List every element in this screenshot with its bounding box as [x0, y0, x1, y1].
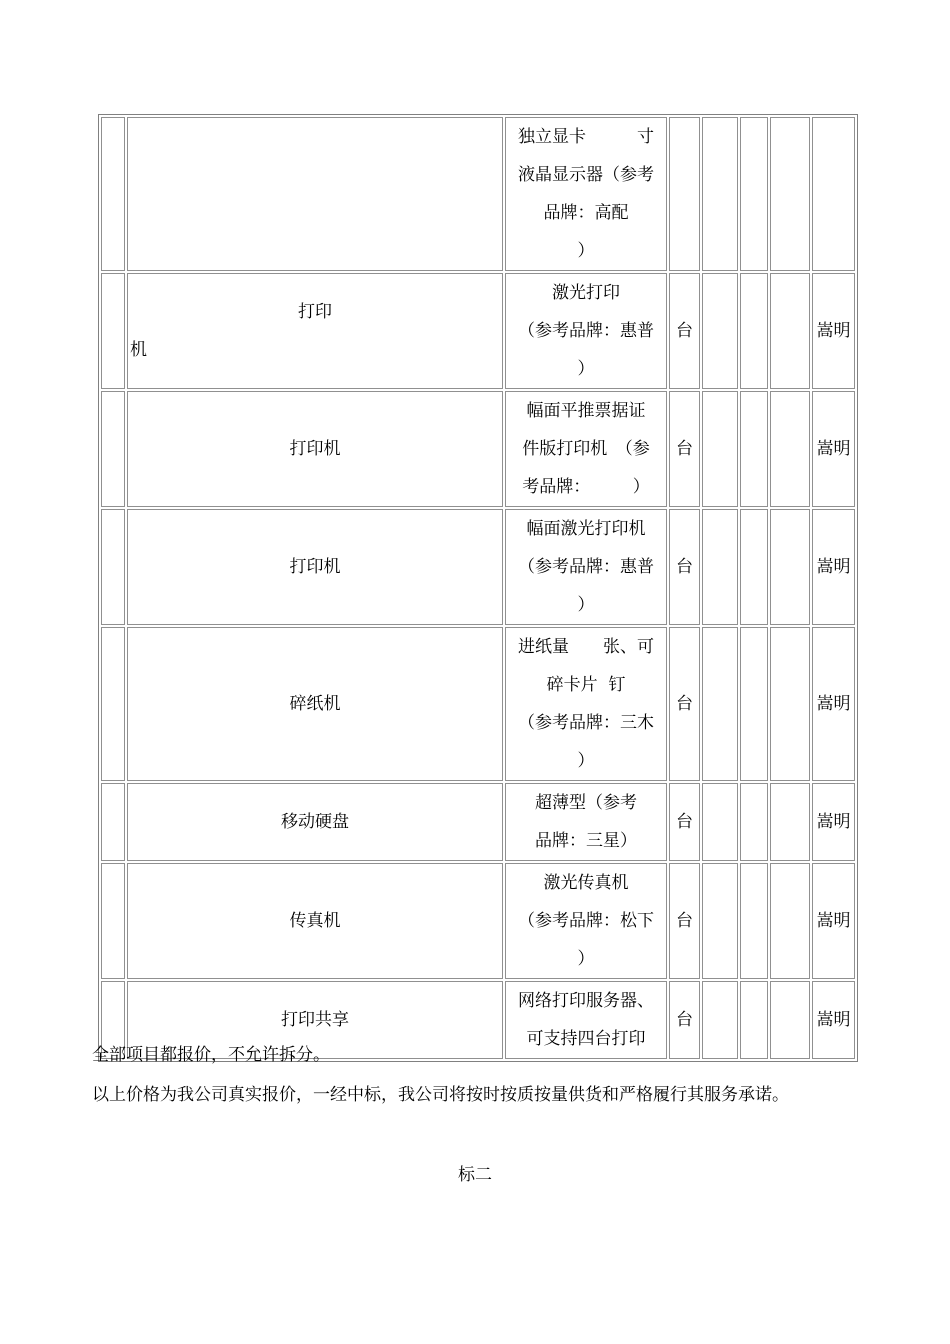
location-cell: 嵩明 — [812, 509, 855, 625]
spec-cell — [505, 117, 667, 271]
quantity-cell — [702, 863, 738, 979]
location-cell: 嵩明 — [812, 863, 855, 979]
amount-cell — [770, 391, 810, 507]
spec-line: 激光传真机 — [543, 873, 629, 893]
item-name-line: 机 — [130, 340, 147, 360]
index-cell — [101, 783, 125, 861]
price-cell — [740, 117, 768, 271]
spec-line: 品牌：高配 — [543, 203, 629, 223]
spec-line: ） — [577, 751, 595, 771]
index-cell — [101, 391, 125, 507]
spec-line: 品牌：三星） — [535, 831, 637, 851]
item-name-line: 打印 — [298, 302, 332, 322]
location-cell: 嵩明 — [812, 391, 855, 507]
table-row — [101, 627, 855, 781]
quantity-cell — [702, 391, 738, 507]
note-no-split: 全部项目都报价，不允许拆分。 — [92, 1045, 330, 1065]
spec-cell — [505, 783, 667, 861]
spec-line: 碎卡片 钉 — [546, 675, 626, 695]
spec-line: 网络打印服务器、 — [518, 991, 654, 1011]
quantity-cell — [702, 509, 738, 625]
price-cell — [740, 273, 768, 389]
location-cell: 嵩明 — [812, 627, 855, 781]
spec-line: （参考品牌：惠普 — [518, 557, 654, 577]
item-name-cell: 移动硬盘 — [127, 783, 503, 861]
item-name-cell: 传真机 — [127, 863, 503, 979]
item-name-cell: 打印机 — [127, 391, 503, 507]
spec-line: 考品牌： ） — [522, 477, 650, 497]
price-cell — [740, 391, 768, 507]
amount-cell — [770, 273, 810, 389]
spec-line: 液晶显示器（参考 — [518, 165, 654, 185]
price-cell — [740, 981, 768, 1059]
spec-line: ） — [577, 949, 595, 969]
spec-line: （参考品牌：三木 — [518, 713, 654, 733]
unit-cell: 台 — [669, 509, 700, 625]
spec-line: ） — [577, 359, 595, 379]
spec-line: （参考品牌：惠普 — [518, 321, 654, 341]
quantity-cell — [702, 117, 738, 271]
spec-line: 超薄型（参考 — [535, 793, 637, 813]
amount-cell — [770, 863, 810, 979]
spec-cell — [505, 509, 667, 625]
table-row — [101, 863, 855, 979]
amount-cell — [770, 627, 810, 781]
price-cell — [740, 783, 768, 861]
spec-line: 件版打印机 （参 — [522, 439, 650, 459]
price-cell — [740, 627, 768, 781]
table-row — [101, 273, 855, 389]
location-cell: 嵩明 — [812, 273, 855, 389]
quantity-cell — [702, 627, 738, 781]
spec-line: 独立显卡 寸 — [518, 127, 654, 147]
unit-cell: 台 — [669, 627, 700, 781]
table-row — [101, 509, 855, 625]
index-cell — [101, 117, 125, 271]
location-cell: 嵩明 — [812, 783, 855, 861]
price-cell — [740, 509, 768, 625]
spec-line: （参考品牌：松下 — [518, 911, 654, 931]
spec-line: ） — [577, 241, 595, 261]
index-cell — [101, 273, 125, 389]
item-name-cell — [127, 273, 503, 389]
unit-cell: 台 — [669, 981, 700, 1059]
spec-cell — [505, 273, 667, 389]
table-body — [101, 117, 855, 1059]
table-row — [101, 783, 855, 861]
item-name-cell: 打印共享 — [127, 981, 503, 1059]
index-cell — [101, 627, 125, 781]
amount-cell — [770, 981, 810, 1059]
quantity-cell — [702, 273, 738, 389]
spec-line: 可支持四台打印 — [526, 1029, 646, 1049]
price-cell — [740, 863, 768, 979]
unit-cell: 台 — [669, 863, 700, 979]
section-title: 标二 — [458, 1165, 492, 1185]
spec-cell — [505, 981, 667, 1059]
amount-cell — [770, 117, 810, 271]
location-cell — [812, 117, 855, 271]
amount-cell — [770, 509, 810, 625]
spec-line: 幅面激光打印机 — [526, 519, 646, 539]
index-cell — [101, 863, 125, 979]
spec-line: 激光打印 — [552, 283, 620, 303]
spec-cell — [505, 627, 667, 781]
unit-cell: 台 — [669, 783, 700, 861]
amount-cell — [770, 783, 810, 861]
table-row — [101, 117, 855, 271]
unit-cell: 台 — [669, 273, 700, 389]
index-cell — [101, 509, 125, 625]
quantity-cell — [702, 981, 738, 1059]
spec-line: 幅面平推票据证 — [526, 401, 646, 421]
table-row — [101, 391, 855, 507]
item-name-cell: 打印机 — [127, 509, 503, 625]
quantity-cell — [702, 783, 738, 861]
item-name-cell: 碎纸机 — [127, 627, 503, 781]
item-name-cell — [127, 117, 503, 271]
unit-cell — [669, 117, 700, 271]
spec-cell — [505, 863, 667, 979]
quotation-table — [98, 114, 858, 1062]
spec-cell — [505, 391, 667, 507]
spec-line: 进纸量 张、可 — [518, 637, 654, 657]
spec-line: ） — [577, 595, 595, 615]
location-cell: 嵩明 — [812, 981, 855, 1059]
note-commitment: 以上价格为我公司真实报价，一经中标，我公司将按时按质按量供货和严格履行其服务承诺。 — [92, 1085, 789, 1105]
unit-cell: 台 — [669, 391, 700, 507]
